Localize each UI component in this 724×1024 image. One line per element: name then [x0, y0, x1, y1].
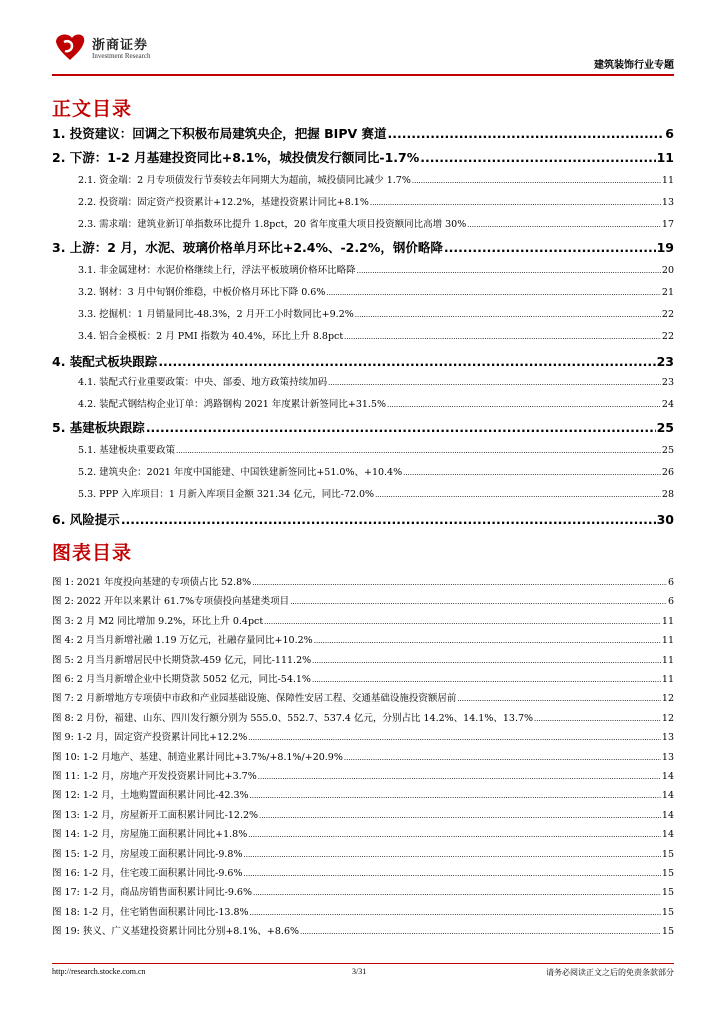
toc-subsection-entry-page: 25	[661, 445, 674, 456]
toc-subsection-entry-page: 24	[661, 399, 674, 410]
figure-entry-text: 图 4: 2 月当月新增社融 1.19 万亿元，社融存量同比+10.2%	[52, 635, 313, 647]
toc-subsection-entry-page: 20	[661, 265, 674, 276]
figure-entry-text: 图 17: 1-2 月，商品房销售面积累计同比-9.6%	[52, 887, 252, 899]
figure-entry-text: 图 14: 1-2 月，房屋施工面积累计同比+1.8%	[52, 829, 248, 841]
dot-leader	[244, 868, 661, 879]
dot-leader	[457, 693, 661, 704]
dot-leader	[158, 354, 655, 369]
dot-leader	[375, 489, 661, 500]
page-number: 3/31	[352, 967, 367, 976]
figure-entry[interactable]	[52, 749, 674, 767]
toc-subsection-entry-page: 11	[661, 175, 674, 186]
header-divider	[52, 74, 674, 76]
toc-subsection-entry-text: 3.2. 钢材：3 月中旬钢价维稳，中板价格月环比下降 0.6%	[78, 287, 326, 298]
dot-leader	[403, 467, 661, 478]
dot-leader	[312, 674, 661, 685]
dot-leader	[328, 377, 661, 388]
dot-leader	[370, 197, 661, 208]
dot-leader	[250, 790, 661, 801]
dot-leader	[253, 887, 661, 898]
toc-subsection-entry[interactable]	[78, 442, 674, 460]
company-logo-icon	[52, 32, 88, 62]
dot-leader	[420, 150, 655, 165]
toc-section-entry-text: 2. 下游：1-2 月基建投资同比+8.1%，城投债发行额同比-1.7%	[52, 150, 420, 165]
dot-leader	[444, 240, 656, 255]
figure-entry-text: 图 6: 2 月当月新增企业中长期贷款 5052 亿元，同比-54.1%	[52, 674, 311, 685]
figure-entry[interactable]	[52, 593, 674, 611]
toc-subsection-entry-text: 3.3. 挖掘机：1 月销量同比-48.3%，2 月开工小时数同比+9.2%	[78, 309, 354, 320]
figure-entry[interactable]	[52, 923, 674, 941]
logo-text-en: Investment Research	[92, 52, 151, 60]
dot-leader	[252, 577, 667, 588]
toc-subsection-entry-text: 4.1. 装配式行业重要政策：中央、部委、地方政策持续加码	[78, 377, 328, 388]
toc-subsection-entry[interactable]	[78, 486, 674, 504]
figure-entry-page: 11	[661, 615, 674, 627]
dot-leader	[248, 829, 661, 840]
toc-subsection-entry-text: 2.3. 需求端：建筑业新订单指数环比提升 1.8pct，20 省年度重大项目投资额同比高增 30%	[78, 219, 467, 230]
dot-leader	[534, 713, 661, 724]
figure-entry-text: 图 12: 1-2 月，土地购置面积累计同比-42.3%	[52, 790, 249, 802]
toc-subsection-entry-page: 17	[661, 219, 674, 230]
toc-subsection-entry-page: 26	[661, 467, 674, 478]
dot-leader	[387, 399, 661, 410]
toc-subsection-entry-text: 5.1. 基建板块重要政策	[78, 445, 176, 456]
toc-subsection-entry-page: 22	[661, 309, 674, 320]
figure-entry-page: 15	[661, 887, 674, 899]
figure-entry-text: 图 15: 1-2 月，房屋竣工面积累计同比-9.8%	[52, 848, 243, 860]
dot-leader	[146, 420, 656, 435]
figure-entry-text: 图 10: 1-2 月地产、基建、制造业累计同比+3.7%/+8.1%/+20.9%	[52, 751, 343, 763]
dot-leader	[250, 907, 661, 918]
toc-subsection-entry-page: 21	[661, 287, 674, 298]
figure-entry[interactable]	[52, 671, 674, 689]
figure-entry-page: 14	[661, 809, 674, 821]
toc-section-entry[interactable]	[52, 418, 674, 436]
toc-subsection-entry-text: 5.2. 建筑央企：2021 年度中国能建、中国铁建新签同比+51.0%、+10.4%	[78, 467, 403, 478]
toc-section-entry-page: 25	[656, 420, 674, 435]
toc-subsection-entry[interactable]	[78, 396, 674, 414]
toc-section-entry[interactable]	[52, 124, 674, 142]
dot-leader	[176, 445, 661, 456]
footer-url[interactable]: http://research.stocke.com.cn	[52, 967, 146, 976]
figure-entry-text: 图 8: 2 月份，福建、山东、四川发行额分别为 555.0、552.7、537.4 亿元，分别占比 14.2%、14.1%、13.7%	[52, 712, 534, 724]
figure-entry-text: 图 3: 2 月 M2 同比增加 9.2%，环比上升 0.4pct	[52, 615, 264, 627]
figure-entry[interactable]	[52, 904, 674, 922]
toc-section-entry-page: 19	[656, 240, 674, 255]
figure-entry[interactable]	[52, 807, 674, 825]
logo-text-cn: 浙商证券	[92, 38, 149, 53]
toc-section-entry-text: 3. 上游：2 月，水泥、玻璃价格单月环比+2.4%、-2.2%，钢价略降	[52, 240, 443, 255]
dot-leader	[258, 771, 661, 782]
figure-entry-text: 图 5: 2 月当月新增居民中长期贷款-459 亿元，同比-111.2%	[52, 654, 312, 666]
figure-entry-page: 14	[661, 771, 674, 782]
toc-section-entry-page: 30	[656, 512, 674, 527]
dot-leader	[357, 265, 661, 276]
figure-entry[interactable]	[52, 613, 674, 631]
dot-leader	[248, 732, 661, 743]
dot-leader	[264, 616, 661, 627]
toc-subsection-entry-text: 3.4. 铝合金模板：2 月 PMI 指数为 40.4%，环比上升 8.8pct	[78, 331, 344, 342]
dot-leader	[244, 849, 661, 860]
toc-subsection-entry[interactable]	[78, 172, 674, 190]
toc-section-entry[interactable]	[52, 148, 674, 166]
toc-subsection-entry[interactable]	[78, 374, 674, 392]
toc-subsection-entry-page: 22	[661, 331, 674, 342]
toc-subsection-entry[interactable]	[78, 262, 674, 280]
toc-subsection-entry-page: 28	[661, 489, 674, 500]
dot-leader	[290, 596, 667, 607]
figure-entry-page: 6	[667, 577, 674, 588]
dot-leader	[312, 655, 661, 666]
toc-subsection-entry-text: 2.2. 投资端：固定资产投资累计+12.2%，基建投资累计同比+8.1%	[78, 197, 369, 208]
toc-subsection-entry-text: 5.3. PPP 入库项目：1 月新入库项目金额 321.34 亿元，同比-72.0%	[78, 489, 375, 500]
figure-entry[interactable]	[52, 787, 674, 805]
dot-leader	[326, 287, 661, 298]
report-category: 建筑装饰行业专题	[594, 60, 674, 71]
figure-entry[interactable]	[52, 574, 674, 592]
figure-entry-page: 12	[661, 693, 674, 705]
toc-subsection-entry[interactable]	[78, 284, 674, 302]
dot-leader	[344, 752, 661, 763]
toc-subsection-entry[interactable]	[78, 464, 674, 482]
figure-entry-page: 15	[661, 906, 674, 918]
toc-subsection-entry-page: 23	[661, 377, 674, 388]
figure-entry[interactable]	[52, 768, 674, 786]
toc-section-entry-text: 5. 基建板块跟踪	[52, 420, 145, 435]
toc-section-entry-text: 4. 装配式板块跟踪	[52, 354, 158, 369]
figure-entry[interactable]	[52, 884, 674, 902]
toc-subsection-entry[interactable]	[78, 306, 674, 324]
dot-leader	[467, 219, 661, 230]
figure-entry-page: 15	[661, 926, 674, 938]
figure-entry[interactable]	[52, 690, 674, 708]
toc-subsection-entry-text: 4.2. 装配式钢结构企业订单：鸿路钢构 2021 年度累计新签同比+31.5%	[78, 399, 387, 410]
figure-entry[interactable]	[52, 652, 674, 670]
dot-leader	[344, 331, 661, 342]
toc-title: 正文目录	[52, 98, 133, 120]
toc-section-entry-page: 11	[656, 150, 674, 165]
toc-subsection-entry-page: 13	[661, 197, 674, 208]
dot-leader	[355, 309, 661, 320]
figure-entry-text: 图 7: 2 月新增地方专项债中市政和产业园基础设施、保障性安居工程、交通基础设施投资额居前	[52, 693, 457, 705]
figure-entry[interactable]	[52, 846, 674, 864]
figure-entry-text: 图 11: 1-2 月，房地产开发投资累计同比+3.7%	[52, 771, 257, 782]
dot-leader	[300, 926, 661, 937]
figure-entry-page: 11	[661, 635, 674, 647]
toc-subsection-entry-text: 2.1. 资金端：2 月专项债发行节奏较去年同期大为超前，城投债同比减少 1.7%	[78, 175, 411, 186]
toc-section-entry[interactable]	[52, 510, 674, 528]
figure-entry[interactable]	[52, 710, 674, 728]
figure-entry-page: 11	[661, 654, 674, 666]
figure-entry-text: 图 19: 狭义、广义基建投资累计同比分别+8.1%、+8.6%	[52, 926, 300, 938]
figure-entry-page: 12	[661, 712, 674, 724]
figure-entry-text: 图 18: 1-2 月，住宅销售面积累计同比-13.8%	[52, 906, 249, 918]
toc-subsection-entry[interactable]	[78, 194, 674, 212]
figure-entry-text: 图 2: 2022 开年以来累计 61.7%专项债投向基建类项目	[52, 596, 290, 608]
toc-section-entry-text: 6. 风险提示	[52, 512, 120, 527]
footer-divider	[52, 963, 674, 964]
figure-entry-page: 14	[661, 829, 674, 841]
dot-leader	[388, 126, 665, 141]
figure-entry[interactable]	[52, 865, 674, 883]
toc-section-entry[interactable]	[52, 352, 674, 370]
figure-entry-page: 15	[661, 868, 674, 879]
figure-entry-text: 图 13: 1-2 月，房屋新开工面积累计同比-12.2%	[52, 809, 259, 821]
figure-entry-page: 13	[661, 732, 674, 744]
toc-section-entry-text: 1. 投资建议：回调之下积极布局建筑央企，把握 BIPV 赛道	[52, 126, 387, 141]
dot-leader	[121, 512, 656, 527]
figure-entry[interactable]	[52, 729, 674, 747]
toc-section-entry-page: 6	[665, 126, 674, 141]
figure-entry-text: 图 16: 1-2 月，住宅竣工面积累计同比-9.6%	[52, 868, 243, 879]
toc-subsection-entry[interactable]	[78, 216, 674, 234]
figure-entry-text: 图 1: 2021 年度投向基建的专项债占比 52.8%	[52, 577, 252, 588]
disclaimer-note: 请务必阅读正文之后的免责条款部分	[546, 968, 674, 977]
figure-entry[interactable]	[52, 632, 674, 650]
page-header	[52, 28, 674, 74]
figure-entry-page: 6	[667, 596, 674, 608]
figure-entry-page: 13	[661, 751, 674, 763]
dot-leader	[412, 175, 661, 186]
figure-entry-text: 图 9: 1-2 月，固定资产投资累计同比+12.2%	[52, 732, 248, 744]
figure-entry[interactable]	[52, 826, 674, 844]
dot-leader	[259, 810, 661, 821]
toc-subsection-entry-text: 3.1. 非金属建材：水泥价格继续上行，浮法平板玻璃价格环比略降	[78, 265, 356, 276]
toc-section-entry[interactable]	[52, 238, 674, 256]
figure-list-title: 图表目录	[52, 542, 133, 564]
toc-section-entry-page: 23	[656, 354, 674, 369]
dot-leader	[314, 635, 661, 646]
figure-entry-page: 11	[661, 674, 674, 685]
toc-subsection-entry[interactable]	[78, 328, 674, 346]
figure-entry-page: 14	[661, 790, 674, 802]
figure-entry-page: 15	[661, 848, 674, 860]
